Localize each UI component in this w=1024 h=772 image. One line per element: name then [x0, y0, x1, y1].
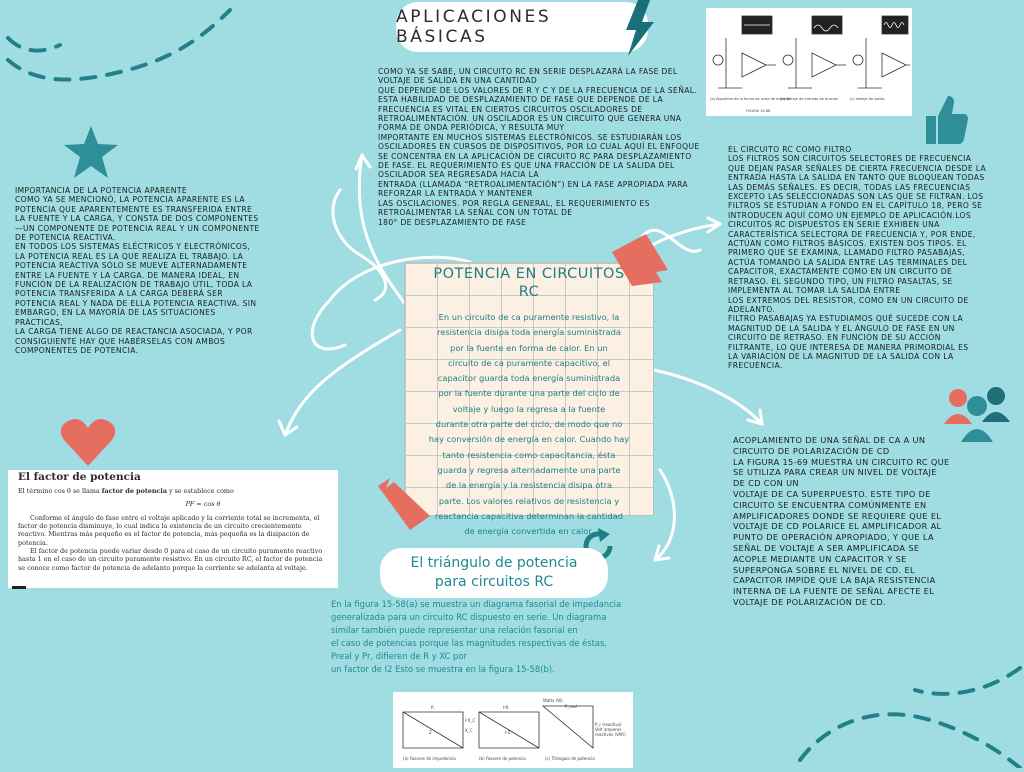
intro-line: QUE DEPENDE DE LOS VALORES DE R Y C Y DE LA FRECUENCIA DE LA SEÑAL. [378, 85, 698, 95]
apparent-power-line: LA CARGA TIENE ALGO DE REACTANCIA ASOCIADA, Y POR [15, 327, 253, 337]
triangle-text-line: En la figura 15-58(a) se muestra un diagrama fasorial de impedancia [331, 599, 622, 609]
intro-line: ENTRADA (LLAMADA “RETROALIMENTACIÓN”) EN LA FASE APROPIADA PARA [378, 179, 688, 189]
pf-line-bold: factor de potencia [101, 487, 167, 496]
intro-line: LAS OSCILACIONES. POR REGLA GENERAL, EL REQUERIMIENTO ES [378, 198, 650, 208]
phasor-label-i2z: I²Z [505, 730, 511, 735]
svg-text:(c) Voltaje de salida: (c) Voltaje de salida [850, 97, 885, 101]
coupling-line: VOLTAJE DE CA SUPERPUESTO. ESTE TIPO DE [733, 488, 931, 499]
coupling-line: CIRCUITO SE ENCUENTRA COMÚNMENTE EN [733, 499, 927, 510]
card-body-line: parte. Los valores relativos de resistencia y [438, 495, 620, 506]
intro-line: ESTA HABILIDAD DE DESPLAZAMIENTO DE FASE QUE DEPENDE DE LA [378, 95, 664, 105]
apparent-power-line: DE POTENCIA REACTIVA. [15, 233, 116, 243]
apparent-power-line: EMBARGO, EN LA MAYORÍA DE LAS SITUACIONES [15, 308, 216, 318]
circuit-diagrams [706, 8, 912, 116]
triangle-title-pill [380, 548, 608, 598]
rc-filter-line: ENTRADA HASTA LA SALIDA EN TANTO QUE BLOQUEAN TODAS [728, 173, 985, 183]
phasor-caption-b: (b) Fasores de potencia [479, 756, 526, 761]
rc-filter-line: CAPACITOR, EXACTAMENTE COMO EN UN CIRCUITO DE [728, 267, 953, 277]
rc-filter-line: MAGNITUD DE LA SALIDA Y EL ÁNGULO DE FASE EN UN [728, 323, 955, 333]
rc-power-card [404, 262, 654, 537]
coupling-line: PUNTO DE OPERACIÓN APROPIADO, Y QUE LA [733, 532, 934, 543]
intro-line: OSCILADORES EN CURSOS DE DISPOSITIVOS, POR LO CUAL AQUÍ EL ENFOQUE [378, 142, 700, 152]
coupling-line: SUPERPONGA SOBRE EL NIVEL DE CD. EL [733, 564, 915, 575]
rc-filter-text [728, 145, 1013, 371]
rc-filter-line: FILTRO PASABAJAS YA ESTUDIAMOS QUÉ SUCEDE CON LA [728, 314, 964, 324]
phasor-label-watts: Watts (W) [543, 698, 563, 703]
figure-marker [12, 586, 26, 589]
coupling-line: SEÑAL DE VOLTAJE A SER AMPLIFICADA SE [733, 542, 920, 553]
rc-filter-line: QUE DEJAN PASAR SEÑALES DE CIERTA FRECUENCIA DESDE LA [728, 163, 987, 173]
apparent-power-line: COMPONENTES DE POTENCIA. [15, 345, 139, 355]
phasor-label-pr: P_r (reactiva) [595, 722, 622, 727]
card-body-line: de energía convertida en calor. [464, 526, 594, 537]
card-title-line: POTENCIA EN CIRCUITOS [433, 266, 625, 282]
svg-text:(a) Algoritmo de la forma de o: (a) Algoritmo de la forma de onda de entrada [710, 97, 790, 101]
lightning-icon [620, 0, 656, 56]
intro-line: IMPORTANTE EN MUCHOS SISTEMAS ELECTRÓNICOS. SE ESTUDIARÁN LOS [378, 132, 682, 142]
card-title-line: RC [518, 284, 540, 300]
phasor-label-i2xc: I²X_C [465, 718, 476, 723]
rc-filter-line: EL CIRCUITO RC COMO FILTRO [728, 145, 852, 154]
pf-paragraph-2: El factor de potencia puede variar desde 0 para el caso de un circuito puramente reactivo hasta 1 en el caso de un circuito puramente resistivo. En un circuito RC, el factor de potencia se conoce como factor de potencia de adelanto porque la corriente se adelanta al voltaje. [18, 547, 323, 572]
rc-filter-line: ACTÚA TOMANDO LA SALIDA ENTRE LAS TERMINALES DEL [728, 257, 968, 267]
coupling-line: DE CD CON UN [733, 478, 799, 489]
coupling-line: AMPLIFICADORES DONDE SE REQUIERE QUE EL [733, 510, 942, 521]
intro-line: REFORZAR LA ENTRADA Y MANTENER [378, 189, 533, 199]
rc-filter-line: CARACTERÍSTICA SELECTORA DE FRECUENCIA Y, POR ENDE, [728, 229, 976, 239]
card-body-line: tanto resistencia como capacitancia, ésta [442, 449, 616, 460]
apparent-power-line: LA FUENTE Y LA CARGA, Y CONSTA DE DOS COMPONENTES [15, 214, 259, 224]
thumbs-up-icon [922, 92, 968, 146]
apparent-power-line: EN TODOS LOS SISTEMAS ELÉCTRICOS Y ELECTRÓNICOS, [15, 242, 251, 252]
intro-line: SE CONCENTRA EN LA APLICACIÓN DE CIRCUITO RC PARA DESPLAZAMIENTO [378, 151, 692, 161]
coupling-line: VOLTAJE DE CD POLARICE EL AMPLIFICADOR AL [733, 521, 942, 532]
card-body-line: por la fuente durante una parte del ciclo de [438, 388, 620, 399]
coupling-text [733, 435, 995, 608]
apparent-power-line: POTENCIA QUE APARENTEMENTE ES TRANSFERIDA ENTRE [15, 204, 253, 214]
power-factor-figure [8, 470, 338, 588]
coupling-line: ACOPLE MEDIANTE UN CAPACITOR Y SE [733, 553, 907, 564]
triangle-text-line: Preal y Pr, difieren de R y XC por [331, 651, 467, 661]
apparent-power-text [15, 186, 280, 355]
pf-line-post: y se establece como [166, 487, 234, 496]
intro-line: DE FASE. EL REQUERIMIENTO ES QUE UNA FRACCIÓN DE LA SALIDA DEL [378, 161, 675, 171]
rc-filter-line: FILTRANTE, LO QUE INTERESA DE MANERA PRIMORDIAL ES [728, 342, 969, 352]
phasor-caption-c: (c) Triángulo de potencia [545, 756, 595, 761]
apparent-power-line: COMO YA SE MENCIONÓ, LA POTENCIA APARENTE ES LA [15, 195, 245, 205]
phasor-caption-a: (a) Fasores de impedancia [403, 756, 456, 761]
pf-formula: PF = cos θ [185, 499, 221, 508]
rc-filter-line: IMPLEMENTA AL TOMAR LA SALIDA ENTRE [728, 286, 901, 296]
phasor-label-va: Volt amperes [595, 727, 622, 732]
coupling-line: CIRCUITO DE POLARIZACIÓN DE CD [733, 445, 890, 456]
card-body-line: por la fuente en forma de calor. En un [450, 342, 608, 353]
people-icon [944, 384, 1010, 442]
apparent-power-line: FUNCIÓN DE LA REALIZACIÓN DE TRABAJO ÚTIL, TODA LA [15, 280, 253, 290]
page-title: APLICACIONES BÁSICAS [396, 7, 552, 47]
apparent-power-line: POTENCIA REAL Y NADA DE ELLA POTENCIA REACTIVA. SIN [15, 298, 257, 308]
phasor-label-i2r: I²R [503, 705, 509, 710]
apparent-power-line: POTENCIA TRANSFERIDA A LA CARGA DEBERÁ SER [15, 289, 223, 299]
triangle-title-line: El triángulo de potencia [410, 555, 578, 571]
circuit-figure [706, 8, 912, 116]
intro-line: COMO YA SE SABE, UN CIRCUITO RC EN SERIE DESPLAZARÁ LA FASE DEL [378, 67, 678, 76]
coupling-line: INTERNA DE LA FUENTE DE SEÑAL AFECTE EL [733, 586, 935, 597]
card-body-line: hay conversión de energía en calor. Cuando hay [428, 434, 630, 445]
svg-text:FIGURA 15-66: FIGURA 15-66 [746, 109, 771, 113]
heart-icon [60, 418, 116, 466]
apparent-power-line: LA POTENCIA REAL ES LA QUE REALIZA EL TRABAJO. LA [15, 251, 244, 261]
intro-line: FRECUENCIA ES VITAL EN CIERTOS CIRCUITOS OSCILADORES DE [378, 104, 643, 114]
intro-line: RETROALIMENTAR LA SEÑAL CON UN TOTAL DE [378, 208, 573, 218]
rc-filter-line: LA VARIACIÓN DE LA MAGNITUD DE LA SALIDA CON LA [728, 351, 954, 361]
triangle-title-line: para circuitos RC [434, 574, 554, 590]
apparent-power-line: IMPORTANCIA DE LA POTENCIA APARENTE [15, 186, 187, 195]
intro-text [378, 67, 708, 227]
coupling-line: VOLTAJE DE POLARIZACIÓN DE CD. [733, 596, 886, 607]
phasor-label-var: reactivos (VAR) [595, 732, 626, 737]
rc-filter-line: LAS DEMÁS SEÑALES. ES DECIR, TODAS LAS FRECUENCIAS [728, 182, 971, 192]
card-body-line: guarda y regresa alternadamente una parte [437, 464, 621, 475]
tape-bottom-left [374, 476, 434, 532]
rc-filter-line: RETRASO. EL SEGUNDO TIPO, UN FILTRO PASALTAS, SE [728, 276, 953, 286]
apparent-power-line: —UN COMPONENTE DE POTENCIA REAL Y UN COMPONENTE [15, 223, 260, 233]
intro-line: RETROALIMENTACIÓN. UN OSCILADOR ES UN CIRCUITO QUE GENERA UNA [378, 114, 682, 124]
rc-filter-line: CIRCUITOS RC DISPUESTOS EN SERIE EXHIBEN UNA [728, 220, 940, 230]
coupling-line: SE UTILIZA PARA CREAR UN NIVEL DE VOLTAJE [733, 467, 937, 478]
card-body-line: de la energía y la resistencia disipa otra [445, 480, 613, 491]
rc-filter-line: PRIMERO QUE SE EXAMINA, LLAMADO FILTRO PASABAJAS, [728, 248, 966, 258]
pf-paragraph-1: Conforme el ángulo de fase entre el voltaje aplicado y la corriente total se incrementa, el factor de potencia disminuye, lo cual indica la existencia de un circuito crecientemente reactivo. Mientras más pequeño es el factor de potencia, más pequeña es la disipación de potencia. [18, 513, 320, 547]
card-body-line: En un circuito de ca puramente resistivo, la [438, 312, 620, 322]
phasor-label-preal: P_real [565, 704, 577, 709]
rc-filter-line: FRECUENCIA. [728, 361, 783, 371]
intro-line: VOLTAJE DE SALIDA EN UNA CANTIDAD [378, 76, 538, 86]
triangle-text-line: generalizada para un circuito RC dispuesto en serie. Un diagrama [331, 612, 607, 622]
tape-top-right [610, 232, 670, 288]
phasor-diagrams [393, 692, 633, 768]
triangle-text-line: el caso de potencias porque las magnitudes respectivas de éstas, [331, 638, 608, 648]
phasor-label-r: R [431, 705, 434, 710]
rc-filter-line: ACTÚAN COMO FILTROS BÁSICOS. EXISTEN DOS TIPOS. EL [728, 239, 967, 249]
svg-text:(b) Voltaje de entrada de la o: (b) Voltaje de entrada de la onda [780, 97, 838, 101]
rc-filter-line: ADELANTO. [728, 304, 775, 314]
intro-line: OSCILADOR SEA REGRESADA HACIA LA [378, 170, 539, 180]
card-body-line: reactancia capacitiva determinan la cantidad [435, 510, 623, 521]
intro-line: 180° DE DESPLAZAMIENTO DE FASE [378, 217, 527, 227]
phasor-label-xc: X_C [465, 728, 473, 733]
page-title-pill [396, 2, 648, 52]
card-body-line: capacitor guarda toda energía suministrada [437, 373, 621, 384]
apparent-power-line: CONSIGUIENTE HAY QUE HABÉRSELAS CON AMBOS [15, 336, 226, 346]
rc-filter-line: CIRCUITO DE RETRASO. EN FUNCIÓN DE SU ACCIÓN [728, 333, 941, 343]
pf-line-pre: El término cos θ se llama [18, 487, 102, 496]
card-body-line: circuito de ca puramente capacitivo, el [447, 357, 611, 368]
apparent-power-line: PRÁCTICAS, [15, 317, 64, 327]
apparent-power-line: POTENCIA REACTIVA SÓLO SE MUEVE ALTERNADAMENTE [15, 261, 248, 271]
star-icon [64, 126, 118, 178]
coupling-line: CAPACITOR IMPIDE QUE LA BAJA RESISTENCIA [733, 575, 936, 586]
triangle-text-line: un factor de I2 Esto se muestra en la figura 15-58(b). [331, 664, 555, 674]
card-body [407, 310, 651, 539]
rc-filter-line: FILTROS SE ESTUDIAN A FONDO EN EL CAPÍTULO 18, PERO SE [728, 201, 983, 211]
card-body-line: durante otra parte del ciclo, de modo que no [435, 419, 623, 430]
triangle-text-line: similar también puede representar una relación fasorial en [331, 625, 578, 635]
intro-line: FORMA DE ONDA PERIÓDICA, Y RESULTA MUY [378, 123, 565, 133]
phasor-figure [393, 692, 633, 768]
coupling-line: LA FIGURA 15-69 MUESTRA UN CIRCUITO RC QUE [733, 456, 950, 467]
apparent-power-line: ENTRE LA FUENTE Y LA CARGA. DE MANERA IDEAL, EN [15, 270, 240, 280]
card-body-line: resistencia disipa toda energía suministrada [437, 327, 621, 338]
triangle-text [331, 598, 701, 676]
phasor-label-z: Z [429, 730, 432, 735]
coupling-line: ACOPLAMIENTO DE UNA SEÑAL DE CA A UN [733, 435, 926, 445]
rc-filter-line: LOS EXTREMOS DEL RESISTOR, COMO EN UN CIRCUITO DE [728, 295, 969, 305]
rc-filter-line: LOS FILTROS SON CIRCUITOS SELECTORES DE FRECUENCIA [728, 154, 972, 164]
card-body-line: voltaje y luego la regresa a la fuente [452, 403, 606, 414]
rc-filter-line: EXCEPTO LAS SELECCIONADAS SON LAS QUE SE FILTRAN. LOS [728, 192, 984, 202]
rc-filter-line: INTRODUCEN AQUÍ COMO UN EJEMPLO DE APLICACIÓN.LOS [728, 210, 972, 220]
power-factor-heading: El factor de potencia [18, 471, 141, 483]
